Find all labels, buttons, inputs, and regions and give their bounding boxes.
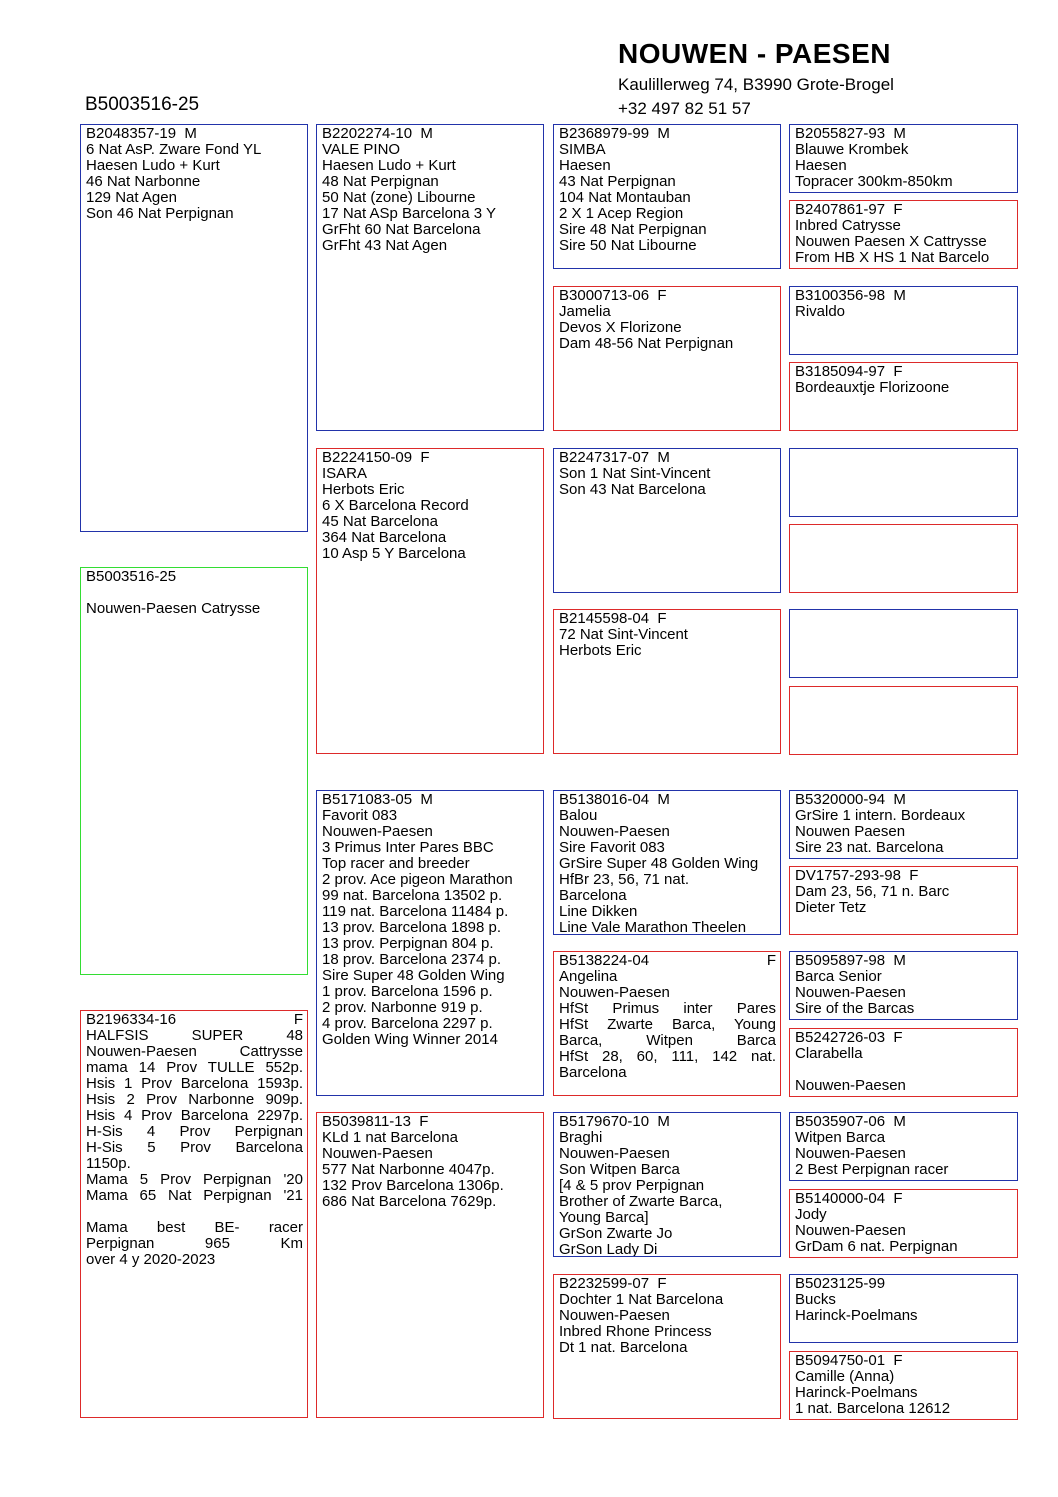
pedigree-line: Nouwen-Paesen	[795, 1222, 906, 1239]
ring-number: B5171083-05 M	[322, 791, 433, 808]
pedigree-line: Bucks	[795, 1291, 836, 1308]
pedigree-line: Balou	[559, 807, 598, 824]
pedigree-line: 3 Primus Inter Pares BBC	[322, 839, 494, 856]
pedigree-line: Topracer 300km-850km	[795, 173, 953, 190]
pedigree-line: Nouwen-Paesen	[559, 1145, 670, 1162]
pedigree-line: 686 Nat Barcelona 7629p.	[322, 1193, 497, 1210]
pedigree-line: Nouwen-Paesen	[795, 1145, 906, 1162]
gen3-box-2	[553, 286, 781, 431]
pedigree-line: Nouwen Paesen	[795, 823, 906, 840]
owner-name: NOUWEN - PAESEN	[618, 38, 891, 69]
ring-number: B2232599-07 F	[559, 1275, 667, 1292]
ring-number: B2196334-16 F	[86, 1011, 303, 1028]
gen4-box-5	[789, 448, 1018, 517]
pedigree-line: Top racer and breeder	[322, 855, 470, 872]
pedigree-line: Dochter 1 Nat Barcelona	[559, 1291, 724, 1308]
pedigree-line: Devos X Florizone	[559, 319, 682, 336]
gen4-box-9	[789, 790, 1018, 859]
pedigree-line: Dieter Tetz	[795, 899, 867, 916]
pedigree-line: Line Vale Marathon Theelen	[559, 919, 747, 935]
pedigree-line: 10 Asp 5 Y Barcelona	[322, 545, 466, 562]
pedigree-line: 2 prov. Ace pigeon Marathon	[322, 871, 513, 888]
ring-number: B2202274-10 M	[322, 125, 433, 142]
pedigree-line: Haesen	[795, 157, 847, 174]
pedigree-line: 364 Nat Barcelona	[322, 529, 447, 546]
pedigree-line: 1150p.	[86, 1155, 131, 1172]
pedigree-line: Mama 65 Nat Perpignan '21	[86, 1187, 303, 1204]
pedigree-line: 48 Nat Perpignan	[322, 173, 439, 190]
dam-box	[80, 1010, 308, 1418]
pedigree-line: Son Witpen Barca	[559, 1161, 680, 1178]
gen3-box-8	[553, 1274, 781, 1419]
pedigree-line: Haesen Ludo + Kurt	[322, 157, 456, 174]
pedigree-line: Line Dikken	[559, 903, 638, 920]
pedigree-line: VALE PINO	[322, 141, 401, 158]
pedigree-line: H-Sis 5 Prov Barcelona	[86, 1139, 303, 1156]
ring-number: B5242726-03 F	[795, 1029, 903, 1046]
pedigree-line: GrSire 1 intern. Bordeaux	[795, 807, 966, 824]
gen4-box-4	[789, 362, 1018, 431]
pedigree-line: Inbred Rhone Princess	[559, 1323, 712, 1340]
gen4-box-12	[789, 1028, 1018, 1097]
pedigree-line: Rivaldo	[795, 303, 846, 320]
pedigree-line: 119 nat. Barcelona 11484 p.	[322, 903, 509, 920]
pedigree-line: Sire of the Barcas	[795, 1000, 915, 1017]
grandsire-maternal-box	[316, 790, 544, 1096]
pedigree-line: Nouwen-Paesen Catrysse	[86, 600, 261, 617]
ring-number: B5138016-04 M	[559, 791, 670, 808]
pedigree-line: Braghi	[559, 1129, 603, 1146]
pedigree-line: Barca, Witpen Barca	[559, 1032, 776, 1049]
gen3-box-7	[553, 1112, 781, 1257]
ring-number: B5035907-06 M	[795, 1113, 906, 1130]
granddam-paternal-box	[316, 448, 544, 754]
pedigree-line: Clarabella	[795, 1045, 863, 1062]
pedigree-line: 104 Nat Montauban	[559, 189, 691, 206]
pedigree-line: Nouwen-Paesen	[795, 984, 906, 1001]
pedigree-line: 18 prov. Barcelona 2374 p.	[322, 951, 502, 968]
pedigree-line: Harinck-Poelmans	[795, 1384, 918, 1401]
grandsire-paternal-box	[316, 124, 544, 431]
pedigree-line: Sire Super 48 Golden Wing	[322, 967, 505, 984]
pedigree-line: Nouwen-Paesen	[795, 1077, 906, 1094]
ring-number: B3000713-06 F	[559, 287, 667, 304]
pedigree-line: 2 Best Perpignan racer	[795, 1161, 949, 1178]
pedigree-line: 50 Nat (zone) Libourne	[322, 189, 476, 206]
pedigree-line: Nouwen-Paesen	[322, 823, 433, 840]
pedigree-line: 2 prov. Narbonne 919 p.	[322, 999, 483, 1016]
pedigree-line: GrFht 60 Nat Barcelona	[322, 221, 481, 238]
pedigree-line: 6 Nat AsP. Zware Fond YL	[86, 141, 262, 158]
ring-number: B2368979-99 M	[559, 125, 670, 142]
pedigree-line: mama 14 Prov TULLE 552p.	[86, 1059, 303, 1076]
owner-phone: +32 497 82 51 57	[618, 99, 751, 118]
pedigree-line: Mama 5 Prov Perpignan '20	[86, 1171, 303, 1188]
pedigree-line: Brother of Zwarte Barca,	[559, 1193, 723, 1210]
gen4-box-8	[789, 686, 1018, 755]
ring-number: B5039811-13 F	[322, 1113, 429, 1130]
subject-box	[80, 567, 308, 975]
ring-number: B5140000-04 F	[795, 1190, 903, 1207]
gen4-box-10	[789, 866, 1018, 935]
pedigree-line: Nouwen-Paesen	[559, 1307, 670, 1324]
gen4-box-3	[789, 286, 1018, 355]
pedigree-line: Son 1 Nat Sint-Vincent	[559, 465, 711, 482]
gen4-box-15	[789, 1274, 1018, 1343]
pedigree-line: 132 Prov Barcelona 1306p.	[322, 1177, 504, 1194]
pedigree-line: Sire 50 Nat Libourne	[559, 237, 697, 254]
gen4-box-16	[789, 1351, 1018, 1420]
ring-number: B2224150-09 F	[322, 449, 430, 466]
pedigree-line: GrSon Lady Di	[559, 1241, 658, 1257]
pedigree-line: Inbred Catrysse	[795, 217, 901, 234]
pedigree-line: 6 X Barcelona Record	[322, 497, 469, 514]
pedigree-line: over 4 y 2020-2023	[86, 1251, 216, 1268]
pedigree-line: HALFSIS SUPER 48	[86, 1027, 303, 1044]
pedigree-line: ISARA	[322, 465, 368, 482]
gen4-box-14	[789, 1189, 1018, 1258]
ring-number: B2048357-19 M	[86, 125, 197, 142]
sire-box	[80, 124, 308, 532]
pedigree-line: Young Barca]	[559, 1209, 649, 1226]
pedigree-line: From HB X HS 1 Nat Barcelo	[795, 249, 990, 266]
pedigree-line: 13 prov. Perpignan 804 p.	[322, 935, 494, 952]
pedigree-line: Sire 48 Nat Perpignan	[559, 221, 707, 238]
granddam-maternal-box	[316, 1112, 544, 1418]
pedigree-line: Harinck-Poelmans	[795, 1307, 918, 1324]
pedigree-line: Son 46 Nat Perpignan	[86, 205, 234, 222]
pedigree-line: Haesen	[559, 157, 611, 174]
ring-number: B5023125-99	[795, 1275, 886, 1292]
pedigree-line: Dt 1 nat. Barcelona	[559, 1339, 688, 1356]
ring-number: B3185094-97 F	[795, 363, 903, 380]
ring-number: B5179670-10 M	[559, 1113, 670, 1130]
ring-number: B5094750-01 F	[795, 1352, 903, 1369]
pedigree-line: HfSt Primus inter Pares	[559, 1000, 776, 1017]
pedigree-line: Mama best BE- racer	[86, 1219, 303, 1236]
pedigree-line: 72 Nat Sint-Vincent	[559, 626, 688, 643]
gen4-box-2	[789, 200, 1018, 269]
pedigree-line: 13 prov. Barcelona 1898 p.	[322, 919, 502, 936]
ring-number: B5138224-04 F	[559, 952, 776, 969]
pedigree-line: Barca Senior	[795, 968, 882, 985]
ring-number: DV1757-293-98 F	[795, 867, 919, 884]
pedigree-line: HfSt Zwarte Barca, Young	[559, 1016, 776, 1033]
pedigree-line: Hsis 1 Prov Barcelona 1593p.	[86, 1075, 303, 1092]
pedigree-line: Hsis 2 Prov Narbonne 909p.	[86, 1091, 303, 1108]
pedigree-line: Dam 48-56 Nat Perpignan	[559, 335, 734, 352]
pedigree-line: 1 prov. Barcelona 1596 p.	[322, 983, 493, 1000]
gen3-box-3	[553, 448, 781, 593]
pedigree-line: Sire 23 nat. Barcelona	[795, 839, 944, 856]
pedigree-line: HfSt 28, 60, 111, 142 nat.	[559, 1048, 776, 1065]
pedigree-line: 45 Nat Barcelona	[322, 513, 438, 530]
pedigree-line: Herbots Eric	[559, 642, 642, 659]
pedigree-line: GrSire Super 48 Golden Wing	[559, 855, 759, 872]
gen3-box-1	[553, 124, 781, 269]
gen4-box-7	[789, 609, 1018, 678]
pedigree-line: 129 Nat Agen	[86, 189, 177, 206]
pedigree-line: Hsis 4 Prov Barcelona 2297p.	[86, 1107, 303, 1124]
pedigree-line	[795, 1062, 1013, 1078]
pedigree-line: 46 Nat Narbonne	[86, 173, 201, 190]
ring-number: B3100356-98 M	[795, 287, 906, 304]
pedigree-line	[86, 585, 303, 601]
pedigree-line: [4 & 5 prov Perpignan	[559, 1177, 705, 1194]
pedigree-line: Herbots Eric	[322, 481, 405, 498]
pedigree-line: Nouwen-Paesen	[322, 1145, 433, 1162]
pedigree-line: 577 Nat Narbonne 4047p.	[322, 1161, 495, 1178]
pedigree-line: SIMBA	[559, 141, 606, 158]
pedigree-line: 2 X 1 Acep Region	[559, 205, 684, 222]
pedigree-line: Angelina	[559, 968, 618, 985]
gen3-box-4	[553, 609, 781, 754]
pedigree-line: GrDam 6 nat. Perpignan	[795, 1238, 958, 1255]
pedigree-line: Blauwe Krombek	[795, 141, 909, 158]
pedigree-line: Nouwen Paesen X Cattrysse	[795, 233, 987, 250]
pedigree-line: Dam 23, 56, 71 n. Barc	[795, 883, 950, 900]
pedigree-line: Nouwen-Paesen	[559, 823, 670, 840]
pedigree-line: Nouwen-Paesen Cattrysse	[86, 1043, 303, 1060]
pedigree-line: 4 prov. Barcelona 2297 p.	[322, 1015, 493, 1032]
pedigree-line: Perpignan 965 Km	[86, 1235, 303, 1252]
pedigree-line: Jamelia	[559, 303, 611, 320]
pedigree-line: 1 nat. Barcelona 12612	[795, 1400, 951, 1417]
ring-number: B2247317-07 M	[559, 449, 670, 466]
pedigree-ring-number: B5003516-25	[85, 94, 200, 115]
pedigree-line: 17 Nat ASp Barcelona 3 Y	[322, 205, 497, 222]
gen4-box-1	[789, 124, 1018, 193]
pedigree-line: Barcelona	[559, 1064, 627, 1081]
pedigree-line: GrSon Zwarte Jo	[559, 1225, 673, 1242]
pedigree-line: Jody	[795, 1206, 827, 1223]
gen4-box-11	[789, 951, 1018, 1020]
pedigree-line: KLd 1 nat Barcelona	[322, 1129, 458, 1146]
pedigree-line: Witpen Barca	[795, 1129, 886, 1146]
gen3-box-6	[553, 951, 781, 1096]
pedigree-line: Sire Favorit 083	[559, 839, 665, 856]
ring-number: B2407861-97 F	[795, 201, 903, 218]
ring-number: B2145598-04 F	[559, 610, 667, 627]
pedigree-line: H-Sis 4 Prov Perpignan	[86, 1123, 303, 1140]
pedigree-line: Bordeauxtje Florizoone	[795, 379, 950, 396]
pedigree-line: Son 43 Nat Barcelona	[559, 481, 706, 498]
pedigree-line: GrFht 43 Nat Agen	[322, 237, 448, 254]
ring-number: B5320000-94 M	[795, 791, 906, 808]
ring-number: B5095897-98 M	[795, 952, 906, 969]
pedigree-line: Camille (Anna)	[795, 1368, 895, 1385]
pedigree-line: 99 nat. Barcelona 13502 p.	[322, 887, 503, 904]
gen4-box-6	[789, 524, 1018, 593]
pedigree-line: Barcelona	[559, 887, 627, 904]
pedigree-line: 43 Nat Perpignan	[559, 173, 676, 190]
pedigree-line: HfBr 23, 56, 71 nat.	[559, 871, 690, 888]
pedigree-line: Haesen Ludo + Kurt	[86, 157, 220, 174]
gen4-box-13	[789, 1112, 1018, 1181]
pedigree-line: Nouwen-Paesen	[559, 984, 670, 1001]
ring-number: B2055827-93 M	[795, 125, 906, 142]
gen3-box-5	[553, 790, 781, 935]
pedigree-line: Golden Wing Winner 2014	[322, 1031, 498, 1048]
pedigree-line	[86, 1204, 303, 1220]
ring-number: B5003516-25	[86, 568, 177, 585]
pedigree-line: Favorit 083	[322, 807, 398, 824]
owner-address: Kaulillerweg 74, B3990 Grote-Brogel	[618, 75, 894, 94]
